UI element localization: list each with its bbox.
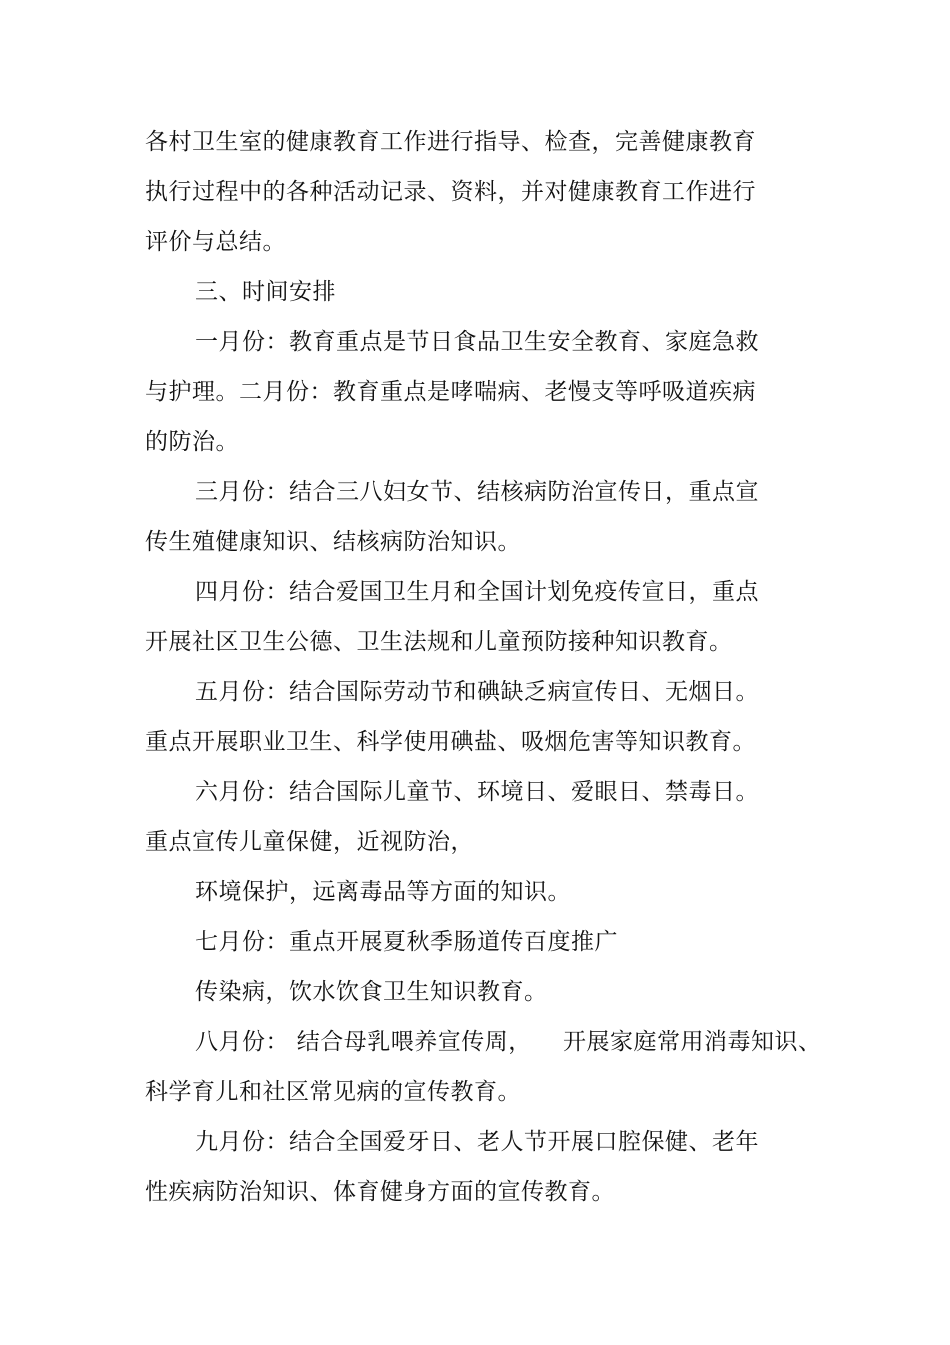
text-line: 传生殖健康知识、结核病防治知识。 — [145, 529, 521, 555]
text-line: 与护理。二月份：教育重点是哮喘病、老慢支等呼吸道疾病 — [145, 379, 756, 405]
text-line: 科学育儿和社区常见病的宣传教育。 — [145, 1079, 521, 1105]
text-line: 五月份：结合国际劳动节和碘缺乏病宣传日、无烟日。 — [195, 679, 759, 705]
text-line: 评价与总结。 — [145, 229, 286, 255]
text-line: 三月份：结合三八妇女节、结核病防治宣传日，重点宣 — [195, 479, 759, 505]
text-line: 一月份：教育重点是节日食品卫生安全教育、家庭急救 — [195, 329, 759, 355]
text-line: 执行过程中的各种活动记录、资料，并对健康教育工作进行 — [145, 179, 756, 205]
text-line: 传染病，饮水饮食卫生知识教育。 — [195, 979, 548, 1005]
text-line: 性疾病防治知识、体育健身方面的宣传教育。 — [145, 1179, 615, 1205]
text-line: 八月份： 结合母乳喂养宣传周， 开展家庭常用消毒知识、 — [195, 1029, 822, 1055]
text-line: 开展社区卫生公德、卫生法规和儿童预防接种知识教育。 — [145, 629, 733, 655]
text-line: 重点开展职业卫生、科学使用碘盐、吸烟危害等知识教育。 — [145, 729, 756, 755]
text-line: 六月份：结合国际儿童节、环境日、爱眼日、禁毒日。 — [195, 779, 759, 805]
text-line: 的防治。 — [145, 429, 239, 455]
section-heading: 三、时间安排 — [195, 279, 336, 305]
text-line: 四月份：结合爱国卫生月和全国计划免疫传宣日，重点 — [195, 579, 759, 605]
text-line: 九月份：结合全国爱牙日、老人节开展口腔保健、老年 — [195, 1129, 759, 1155]
text-line: 各村卫生室的健康教育工作进行指导、检查，完善健康教育 — [145, 129, 756, 155]
text-line: 环境保护，远离毒品等方面的知识。 — [195, 879, 571, 905]
text-line: 重点宣传儿童保健，近视防治， — [145, 829, 474, 855]
text-line: 七月份：重点开展夏秋季肠道传百度推广 — [195, 929, 618, 955]
